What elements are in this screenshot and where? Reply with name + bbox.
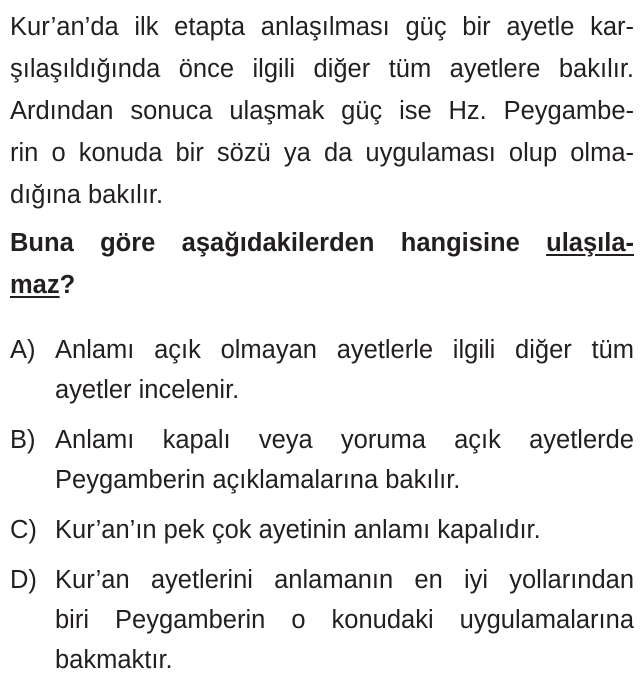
question-text: Buna göre aşağıdakilerden hangisine bbox=[10, 229, 547, 257]
passage-line: rin o konuda bir sözü ya da uygulaması olup olma- bbox=[10, 139, 634, 167]
question-line bbox=[10, 273, 75, 299]
passage-line: Kur’an’da ilk etapta anlaşılması güç bir ayetle kar- bbox=[10, 13, 634, 41]
option-text: ayetler incelenir. bbox=[55, 376, 240, 404]
option-letter: B) bbox=[10, 426, 36, 454]
passage-line: dığına bakılır. bbox=[10, 181, 164, 209]
option-text: biri Peygamberin o konudaki uygulamalarına bbox=[55, 606, 634, 634]
question-emphasis: maz bbox=[10, 271, 60, 299]
passage-line: şılaşıldığında önce ilgili diğer tüm ayetlere bakılır. bbox=[10, 55, 634, 83]
question-line bbox=[10, 231, 634, 257]
option-letter: C) bbox=[10, 516, 37, 544]
option-letter: A) bbox=[10, 336, 36, 364]
option-letter: D) bbox=[10, 566, 37, 594]
option-text: bakmaktır. bbox=[55, 646, 173, 674]
option-text: Anlamı açık olmayan ayetlerle ilgili diğer tüm bbox=[55, 336, 634, 364]
question-mark: ? bbox=[59, 271, 76, 299]
option-text: Kur’an’ın pek çok ayetinin anlamı kapalıdır. bbox=[55, 516, 541, 544]
passage-line: Ardından sonuca ulaşmak güç ise Hz. Peygambe- bbox=[10, 97, 634, 125]
option-text: Peygamberin açıklamalarına bakılır. bbox=[55, 466, 461, 494]
question-emphasis: ulaşıla- bbox=[546, 229, 634, 257]
option-text: Kur’an ayetlerini anlamanın en iyi yollarından bbox=[55, 566, 634, 594]
option-text: Anlamı kapalı veya yoruma açık ayetlerde bbox=[55, 426, 634, 454]
